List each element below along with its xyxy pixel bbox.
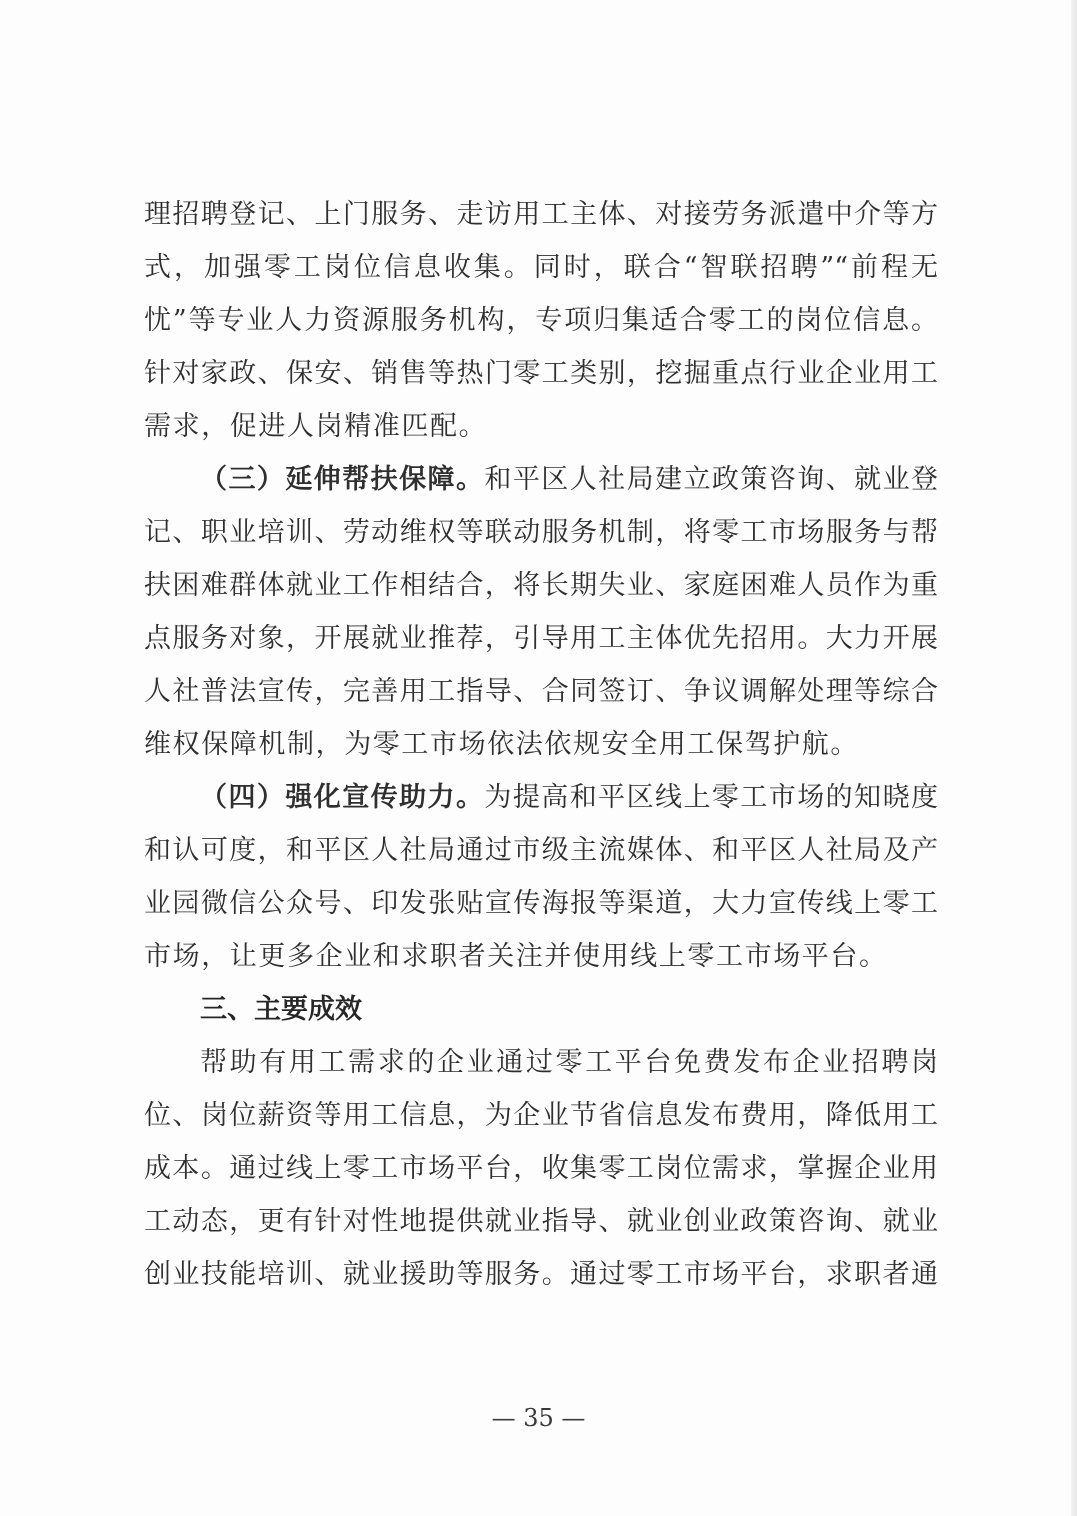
- text-line: 扶困难群体就业工作相结合，将长期失业、家庭困难人员作为重: [144, 570, 938, 601]
- body-text: [144, 188, 938, 1301]
- text-line: 针对家政、保安、销售等热门零工类别，挖掘重点行业企业用工: [144, 358, 938, 389]
- paragraph-lead: （四）强化宣传助力。: [200, 782, 485, 813]
- text-line: 需求，促进人岗精准匹配。: [144, 411, 488, 442]
- paragraph-lead-rest: 为提高和平区线上零工市场的知晓度: [484, 782, 939, 813]
- text-line: 工动态，更有针对性地提供就业指导、就业创业政策咨询、就业: [144, 1206, 938, 1237]
- section-heading: 三、主要成效: [200, 994, 362, 1025]
- text-line: 忧”等专业人力资源服务机构，专项归集适合零工的岗位信息。: [144, 305, 938, 336]
- paragraph-lead: （三）延伸帮扶保障。: [200, 464, 485, 495]
- paragraph-first-line: [144, 453, 938, 506]
- paragraph-first-line: 帮助有用工需求的企业通过零工平台免费发布企业招聘岗: [200, 1047, 938, 1078]
- paragraph-lead-rest: 和平区人社局建立政策咨询、就业登: [484, 464, 939, 495]
- text-line: 式，加强零工岗位信息收集。同时，联合“智联招聘”“前程无: [144, 252, 938, 283]
- text-line: 市场，让更多企业和求职者关注并使用线上零工市场平台。: [144, 941, 888, 972]
- scan-edge: [1071, 0, 1077, 1516]
- text-line: 记、职业培训、劳动维权等联动服务机制，将零工市场服务与帮: [144, 517, 938, 548]
- text-line: 位、岗位薪资等用工信息，为企业节省信息发布费用，降低用工: [144, 1100, 938, 1131]
- text-line: 理招聘登记、上门服务、走访用工主体、对接劳务派遣中介等方: [144, 199, 938, 230]
- text-line: 维权保障机制，为零工市场依法依规安全用工保驾护航。: [144, 729, 859, 760]
- text-line: 成本。通过线上零工市场平台，收集零工岗位需求，掌握企业用: [144, 1153, 938, 1184]
- text-line: 业园微信公众号、印发张贴宣传海报等渠道，大力宣传线上零工: [144, 888, 938, 919]
- page-number: — 35 —: [491, 1404, 586, 1432]
- text-line: 和认可度，和平区人社局通过市级主流媒体、和平区人社局及产: [144, 835, 938, 866]
- text-line: 人社普法宣传，完善用工指导、合同签订、争议调解处理等综合: [144, 676, 938, 707]
- text-line: 创业技能培训、就业援助等服务。通过零工市场平台，求职者通: [144, 1259, 938, 1290]
- paragraph-first-line: [144, 771, 938, 824]
- text-line: 点服务对象，开展就业推荐，引导用工主体优先招用。大力开展: [144, 623, 938, 654]
